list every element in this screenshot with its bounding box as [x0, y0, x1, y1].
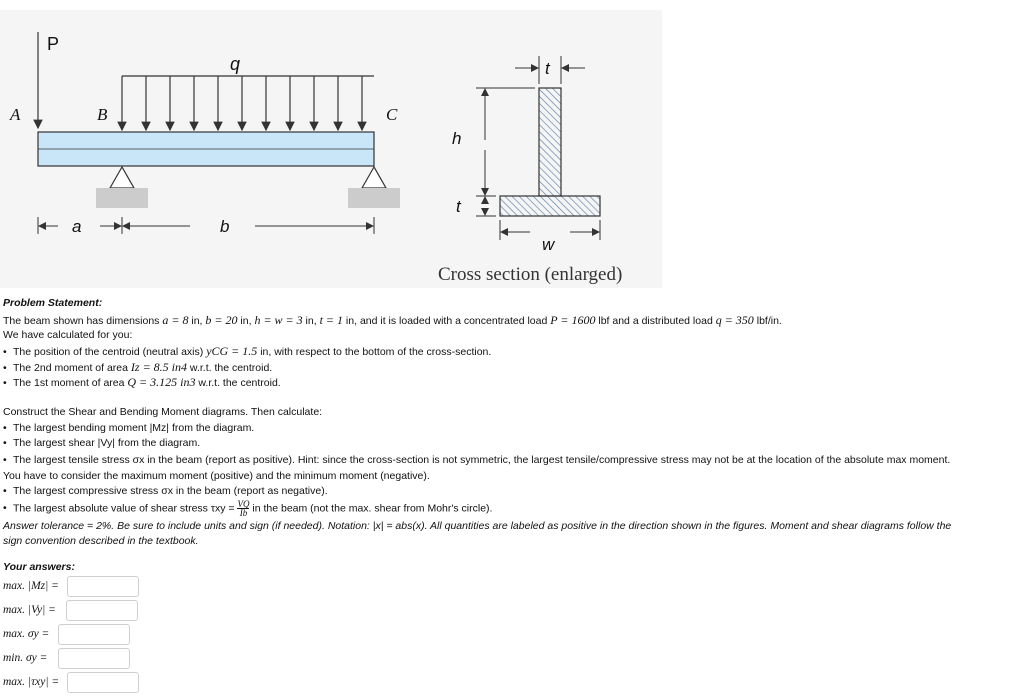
answer-input-min-sigma[interactable] — [58, 648, 130, 669]
answer-label-min-sigma: min. σy = — [3, 652, 48, 664]
answer-label-max-tau: max. |τxy| = — [3, 676, 60, 688]
answer-input-max-shear[interactable] — [66, 600, 138, 621]
label-B: B — [97, 105, 108, 124]
answer-label-max-moment: max. |Mz| = — [3, 580, 59, 592]
answer-label-max-sigma: max. σy = — [3, 628, 50, 640]
answer-input-max-moment[interactable] — [67, 576, 139, 597]
cross-section-flange — [500, 196, 600, 216]
calc-item-moment-1st: • The 1st moment of area Q = 3.125 in3 w.r.t. the centroid. — [3, 376, 281, 390]
answer-input-max-sigma[interactable] — [58, 624, 130, 645]
answer-input-max-tau[interactable] — [67, 672, 139, 693]
label-w: w — [542, 235, 555, 254]
tolerance-note: Answer tolerance = 2%. Be sure to include units and sign (if needed). Notation: |x| = abs(x). All quantities are labeled as positive in the direction shown in the figures. Moment and shear diagrams follow the — [3, 520, 952, 532]
label-t-top: t — [545, 59, 550, 78]
label-h: h — [452, 129, 462, 148]
task-tensile-note: You have to consider the maximum moment (positive) and the minimum moment (negative). — [3, 470, 430, 482]
calc-item-centroid: • The position of the centroid (neutral axis) yCG = 1.5 in, with respect to the bottom of the cross-section. — [3, 345, 491, 359]
label-a: a — [72, 217, 82, 236]
task-shear-stress: • The largest absolute value of shear stress τxy = $\frac{VQ}{Ib}$ in the beam (not the max. shear from Mohr's circle). — [3, 500, 492, 517]
label-C: C — [386, 105, 398, 124]
tasks-intro: Construct the Shear and Bending Moment diagrams. Then calculate: — [3, 406, 323, 418]
label-b: b — [220, 217, 230, 236]
label-A: A — [10, 105, 21, 124]
problem-heading: Problem Statement: — [3, 297, 103, 309]
beam-figure — [0, 10, 662, 288]
label-P: P — [47, 34, 60, 54]
task-max-shear: • The largest shear |Vy| from the diagram. — [3, 437, 200, 450]
calculated-heading: We have calculated for you: — [3, 329, 133, 341]
task-compressive-stress: • The largest compressive stress σx in the beam (report as negative). — [3, 485, 328, 498]
answer-label-max-shear: max. |Vy| = — [3, 604, 56, 616]
calc-item-moment-2nd: • The 2nd moment of area Iz = 8.5 in4 w.r.t. the centroid. — [3, 361, 272, 375]
cross-section-web — [539, 88, 561, 196]
label-t-side: t — [456, 197, 461, 216]
shear-formula-fraction: $\frac{VQ}{Ib}$ — [237, 499, 250, 518]
task-tensile-stress: • The largest tensile stress σx in the beam (report as positive). Hint: since the cross-section is not symmetric, the largest tensile/compressive stress may not be at the location of the absolute max moment. — [3, 454, 950, 467]
answers-heading: Your answers: — [3, 561, 75, 573]
task-max-moment: • The largest bending moment |Mz| from the diagram. — [3, 422, 254, 435]
problem-line-1: The beam shown has dimensions a = 8 in, b = 20 in, h = w = 3 in, t = 1 in, and it is loaded with a concentrated load P = 1600 lbf and a distributed load q = 350 lbf/in. — [3, 313, 782, 327]
label-q: q — [230, 54, 241, 74]
figure-caption: Cross section (enlarged) — [438, 264, 623, 285]
sign-convention-note: sign convention described in the textbook. — [3, 535, 199, 547]
